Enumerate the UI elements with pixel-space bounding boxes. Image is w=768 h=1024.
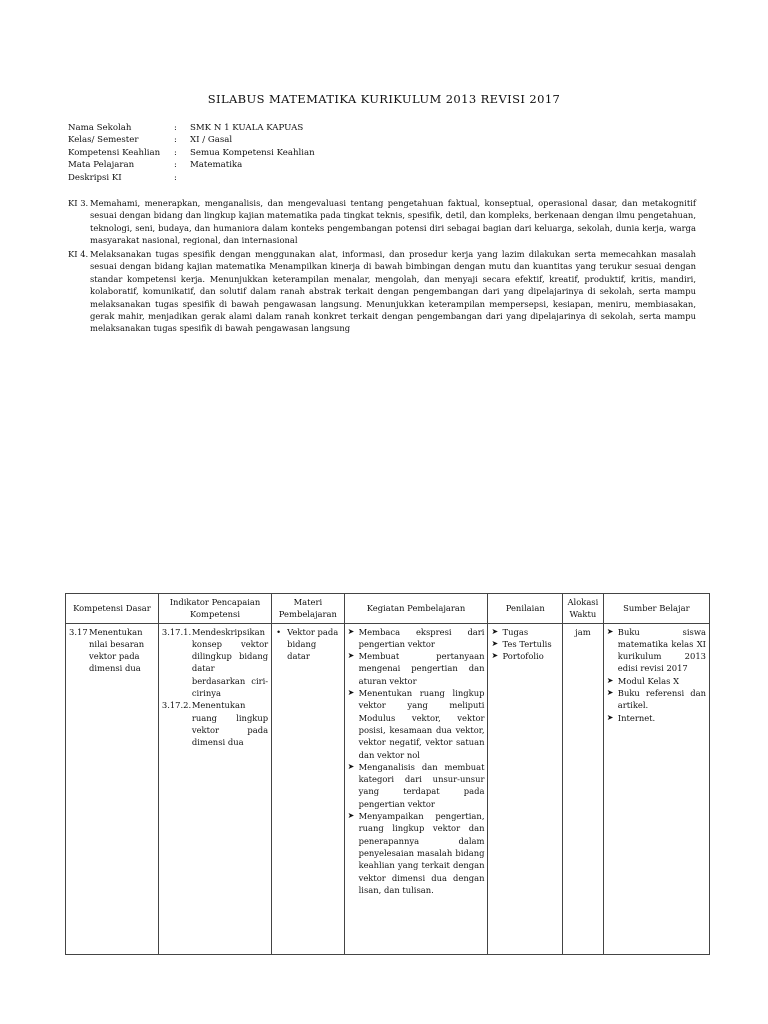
kd-number: 3.17 [69,626,88,637]
list-item: ➤ Internet. [607,712,706,724]
list-item: ➤ Menganalisis dan membuat kategori dari unsur-unsur yang terdapat pada pengertian vektor [348,761,485,810]
kd-item [69,626,155,675]
penilaian-list [491,626,559,663]
list-item: • Vektor pada bidang datar [275,626,340,663]
table-header-row [66,594,710,624]
ki4-tag: KI 4. [68,249,89,259]
info-value: Semua Kompetensi Keahlian [190,147,315,158]
info-label: Kelas/ Semester [68,135,139,146]
header-kompetensi-dasar: Kompetensi Dasar [66,594,159,624]
list-item: ➤ Modul Kelas X [607,675,706,687]
header-indikator: Indikator Pencapaian Kompetensi [158,594,271,624]
cell-penilaian [488,623,563,954]
info-value: XI / Gasal [190,135,233,146]
info-label: Kompetensi Keahlian [68,147,161,158]
cell-alokasi: jam [562,623,603,954]
cell-kompetensi-dasar [66,623,159,954]
info-row-ki [68,172,315,184]
materi-list [275,626,340,663]
info-row-class [68,134,315,146]
list-item: ➤ Tes Tertulis [491,638,559,650]
ki4-text: Melaksanakan tugas spesifik dengan menggunakan alat, informasi, dan prosedur kerja yang lazim dilakukan serta memecahkan masalah sesuai dengan bidang kajian matematika Menampilkan kinerja di bawah bimbingan dengan mutu dan kuantitas yang terukur sesuai dengan standar kompetensi kerja. Menunjukkan keterampilan menalar, mengolah, dan menyaji secara efektif, kreatif, produktif, kritis, mandiri, kolaboratif, komunikatif, dan solutif dalam ranah abstrak terkait dengan pengembangan dari yang dipelajarinya di sekolah, serta mampu melaksanakan tugas spesifik di bawah pengawasan langsung. Menunjukkan keterampilan mempersepsi, kesiapan, meniru, membiasakan, gerak mahir, menjadikan gerak alami dalam ranah konkret terkait dengan pengembangan dari yang dipelajarinya di sekolah, serta mampu melaksanakan tugas spesifik di bawah pengawasan langsung [90,249,696,334]
list-item: ➤ Membaca ekspresi dari pengertian vektor [348,626,485,651]
table-row [66,623,710,954]
ki4-paragraph [68,248,696,335]
info-row-subject [68,159,315,171]
info-separator: : [174,172,177,183]
indicator-number: 3.17.2. [161,700,192,711]
cell-materi [272,623,344,954]
kegiatan-list [348,626,485,897]
info-row-school [68,122,315,134]
list-item: ➤ Buku siswa matematika kelas XI kurikulum 2013 edisi revisi 2017 [607,626,706,675]
header-kegiatan: Kegiatan Pembelajaran [344,594,488,624]
indicator-item [162,699,268,748]
ki3-tag: KI 3. [68,198,89,208]
info-separator: : [174,123,177,133]
list-item: ➤ Membuat pertanyaan mengenai pengertian dan aturan vektor [348,650,485,687]
sumber-list [607,626,706,724]
info-row-program [68,147,315,159]
kd-text: Menentukan nilai besaran vektor pada dimensi dua [89,626,145,674]
list-item: ➤ Menentukan ruang lingkup vektor yang meliputi Modulus vektor, vektor posisi, kesamaan dua vektor, vektor negatif, vektor satuan dan vektor nol [348,687,485,761]
header-sumber: Sumber Belajar [603,594,709,624]
list-item: ➤ Buku referensi dan artikel. [607,687,706,712]
info-label: Deskripsi KI [68,172,122,183]
info-separator: : [174,147,177,158]
list-item: ➤ Menyampaikan pengertian, ruang lingkup vektor dan penerapannya dalam penyelesaian masalah bidang keahlian yang terkait dengan vektor dimensi dua dengan lisan, dan tulisan. [348,810,485,896]
identity-block [68,122,315,184]
header-penilaian: Penilaian [488,594,563,624]
syllabus-table [65,593,710,955]
list-item: ➤ Tugas [491,626,559,638]
header-materi: Materi Pembelajaran [272,594,344,624]
ki3-paragraph [68,197,696,247]
info-value: SMK N 1 KUALA KAPUAS [190,123,304,133]
info-separator: : [174,160,177,171]
indicator-text: Menentukan ruang lingkup vektor pada dimensi dua [191,700,269,748]
cell-indikator [158,623,271,954]
indicator-text: Mendeskripsikan konsep vektor dilingkup bidang datar berdasarkan ciri-cirinya [191,626,269,699]
info-label: Mata Pelajaran [68,160,135,171]
info-separator: : [174,135,177,146]
info-label: Nama Sekolah [68,123,132,133]
cell-sumber [603,623,709,954]
document-title: SILABUS MATEMATIKA KURIKULUM 2013 REVISI 2017 [207,92,561,106]
info-value: Matematika [190,160,243,171]
cell-kegiatan [344,623,488,954]
list-item: ➤ Portofolio [491,650,559,662]
indicator-item [162,626,268,700]
indicator-number: 3.17.1. [161,626,192,637]
header-alokasi: Alokasi Waktu [562,594,603,624]
ki3-text: Memahami, menerapkan, menganalisis, dan mengevaluasi tentang pengetahuan faktual, konseptual, operasional dasar, dan metakognitif sesuai dengan bidang dan lingkup kajian matematika pada tingkat teknis, spesifik, detil, dan kompleks, berkenaan dengan ilmu pengetahuan, teknologi, seni, budaya, dan humaniora dalam konteks pengembangan potensi diri sebagai bagian dari keluarga, sekolah, dunia kerja, warga masyarakat nasional, regional, dan internasional [90,198,696,246]
